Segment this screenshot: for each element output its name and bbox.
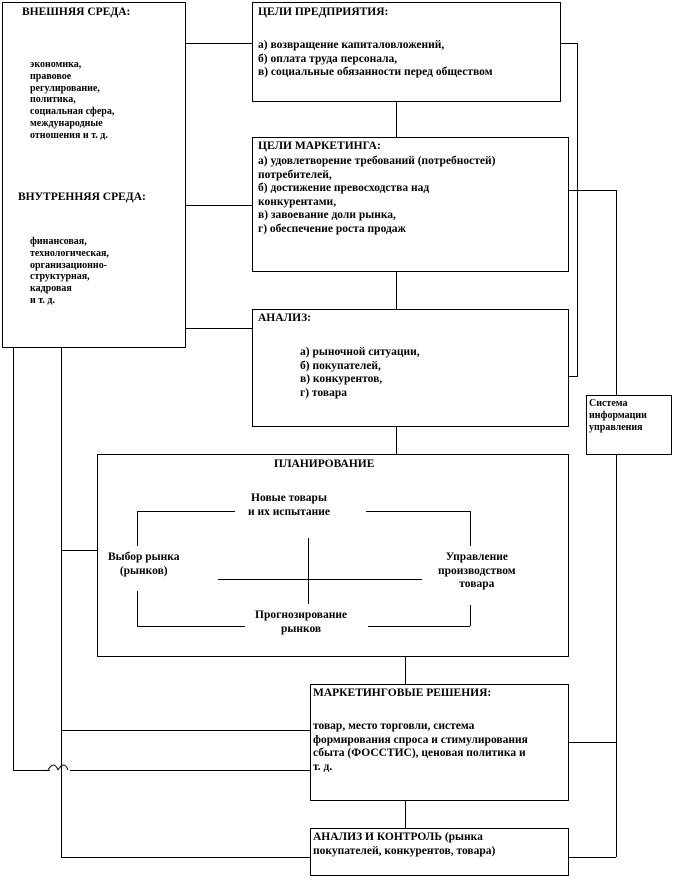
line-bottom-joint: [70, 770, 311, 771]
internal-item: и т. д.: [30, 294, 55, 306]
planning-bottom-line: [137, 626, 245, 627]
external-item: правовое: [30, 70, 72, 82]
analysis-item: в) конкурентов,: [300, 373, 383, 386]
marketing-goal-item: конкурентами,: [258, 195, 337, 208]
decisions-line: т. д.: [313, 760, 333, 773]
line-enterprise-right: [560, 43, 577, 44]
line-analysis-planning: [396, 426, 397, 455]
control-line: покупателей, конкурентов, товара): [313, 844, 496, 857]
planning-left-line-top: [137, 511, 138, 546]
line-mis-top: [616, 190, 617, 396]
planning-production-mgmt: Управление производством товара: [438, 551, 516, 591]
internal-item: технологическая,: [30, 247, 109, 259]
line-env-analysis: [185, 328, 253, 329]
planning-new-products: Новые товары и их испытание: [248, 492, 330, 518]
line-left-control: [61, 857, 311, 858]
line-env-marketing: [185, 205, 253, 206]
line-left-outer: [13, 347, 14, 770]
line-planning-decisions: [405, 656, 406, 685]
enterprise-goals-box: [252, 2, 561, 102]
line-control-mis: [568, 857, 616, 858]
external-env-title: ВНЕШНЯЯ СРЕДА:: [22, 6, 131, 18]
decisions-line: формирования спроса и стимулирования: [313, 733, 528, 746]
decisions-title: МАРКЕТИНГОВЫЕ РЕШЕНИЯ:: [313, 687, 492, 699]
line-decisions-control: [405, 800, 406, 829]
marketing-goal-item: б) достижение превосходства над: [258, 182, 430, 195]
enterprise-goal-item: б) оплата труда персонала,: [258, 52, 398, 65]
marketing-goals-items: [258, 155, 496, 236]
marketing-goal-item: в) завоевание доли рынка,: [258, 209, 396, 222]
marketing-goal-item: а) удовлетворение требований (потребностей): [258, 155, 496, 167]
decisions-items: [313, 720, 528, 774]
mis-text: [589, 398, 647, 433]
internal-item: кадровая: [30, 283, 72, 295]
planning-bottom-line-right: [368, 626, 470, 627]
control-text: [313, 831, 495, 858]
analysis-item: а) рыночной ситуации,: [300, 346, 420, 358]
line-marketing-analysis: [396, 271, 397, 310]
planning-top-line-right: [366, 511, 470, 512]
control-box: [310, 828, 569, 876]
external-item: отношения и т. д.: [30, 129, 108, 141]
mis-box: [586, 395, 672, 455]
internal-item: структурная,: [30, 271, 90, 283]
analysis-item: г) товара: [300, 386, 347, 399]
line-left-planning: [61, 550, 98, 551]
mis-line: управления: [589, 421, 643, 433]
external-item: международные: [30, 117, 103, 129]
line-crossing-hop: [44, 758, 76, 778]
mis-line: Система: [589, 398, 628, 409]
enterprise-goals-items: [258, 39, 493, 80]
analysis-items: [300, 346, 420, 400]
marketing-goals-box: [252, 137, 569, 272]
line-enterprise-marketing: [396, 101, 397, 138]
enterprise-goal-item: а) возвращение капиталовложений,: [258, 39, 445, 51]
planning-box: [97, 454, 569, 657]
analysis-box: [252, 309, 569, 427]
planning-left-line-bottom: [137, 591, 138, 626]
internal-env-title: ВНУТРЕННЯЯ СРЕДА:: [18, 191, 146, 203]
environment-box: [2, 2, 186, 348]
internal-item: финансовая,: [30, 236, 87, 247]
planning-title: ПЛАНИРОВАНИЕ: [274, 458, 375, 470]
marketing-goal-item: потребителей,: [258, 168, 332, 181]
decisions-line: сбыта (ФОССТИС), ценовая политика и: [313, 747, 526, 760]
external-item: экономика,: [30, 59, 82, 70]
external-env-items: [30, 59, 114, 142]
planning-right-line-bottom: [470, 605, 471, 626]
enterprise-goal-item: в) социальные обязанности перед обществом: [258, 66, 493, 79]
planning-top-line: [137, 511, 235, 512]
line-analysis-right: [568, 376, 578, 377]
internal-env-items: [30, 236, 109, 307]
marketing-goal-item: г) обеспечение роста продаж: [258, 222, 406, 235]
planning-market-choice: Выбор рынка (рынков): [108, 551, 180, 577]
external-item: социальная сфера,: [30, 106, 115, 118]
mis-line: информации: [589, 409, 647, 421]
external-item: регулирование,: [30, 82, 100, 94]
analysis-item: б) покупателей,: [300, 359, 381, 372]
planning-center-vertical: [308, 538, 309, 604]
external-item: политика,: [30, 94, 76, 106]
analysis-title: АНАЛИЗ:: [258, 312, 311, 324]
line-mis-bottom: [616, 454, 617, 857]
line-left-inner: [61, 347, 62, 858]
planning-forecasting: Прогнозирование рынков: [255, 609, 348, 635]
control-line: АНАЛИЗ И КОНТРОЛЬ (рынка: [313, 831, 483, 843]
line-decisions-mis: [568, 742, 616, 743]
planning-right-line-top: [470, 511, 471, 546]
line-marketing-mis: [568, 190, 616, 191]
line-env-enterprise: [185, 43, 253, 44]
line-right-bracket: [577, 43, 578, 376]
decisions-box: [310, 684, 569, 801]
internal-item: организационно-: [30, 259, 108, 271]
enterprise-goals-title: ЦЕЛИ ПРЕДПРИЯТИЯ:: [258, 6, 389, 18]
decisions-line: товар, место торговли, система: [313, 720, 475, 732]
line-left-decisions: [61, 730, 311, 731]
planning-center-horizontal: [218, 579, 422, 580]
marketing-goals-title: ЦЕЛИ МАРКЕТИНГА:: [258, 140, 381, 152]
